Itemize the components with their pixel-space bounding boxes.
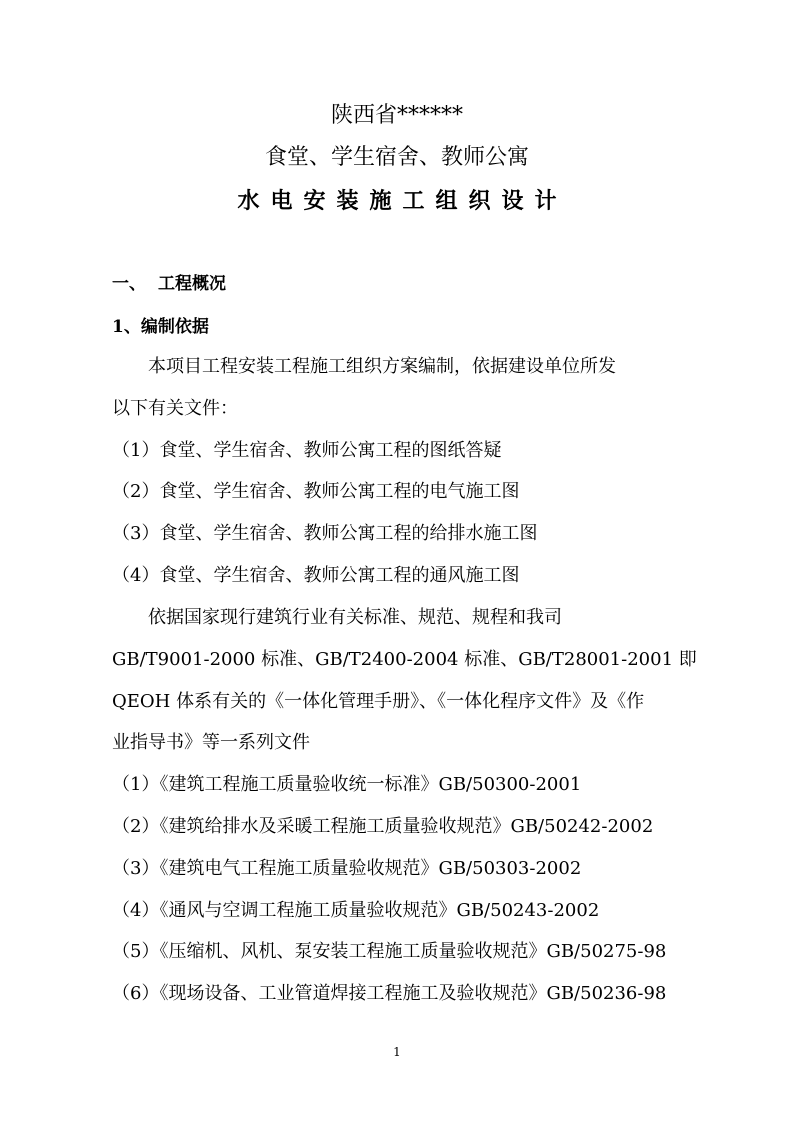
document-list-item: （1）食堂、学生宿舍、教师公寓工程的图纸答疑 bbox=[112, 440, 502, 461]
document-list-item: （3）食堂、学生宿舍、教师公寓工程的给排水施工图 bbox=[112, 523, 538, 544]
section-title: 工程概况 bbox=[158, 274, 226, 294]
subsection-heading: 1、编制依据 bbox=[112, 317, 209, 337]
page-number: 1 bbox=[393, 1045, 401, 1059]
paragraph-line: QEOH 体系有关的《一体化管理手册》、《一体化程序文件》及《作 bbox=[112, 691, 645, 712]
standard-list-item: （4）《通风与空调工程施工质量验收规范》GB/50243-2002 bbox=[112, 900, 600, 921]
paragraph-line: 业指导书》等一系列文件 bbox=[112, 732, 310, 753]
paragraph-line: GB/T9001-2000 标准、GB/T2400-2004 标准、GB/T28001-2001 即 bbox=[112, 649, 697, 670]
standard-list-item: （6）《现场设备、工业管道焊接工程施工及验收规范》GB/50236-98 bbox=[112, 983, 667, 1004]
section-heading bbox=[112, 276, 226, 293]
document-list-item: （4）食堂、学生宿舍、教师公寓工程的通风施工图 bbox=[112, 565, 520, 586]
paragraph-line: 本项目工程安装工程施工组织方案编制，依据建设单位所发 bbox=[148, 356, 616, 377]
title-province: 陕西省****** bbox=[330, 103, 463, 128]
title-document: 水电安装施工组织设计 bbox=[237, 188, 568, 214]
paragraph-line: 以下有关文件： bbox=[112, 398, 238, 419]
standard-list-item: （3）《建筑电气工程施工质量验收规范》GB/50303-2002 bbox=[112, 858, 582, 879]
document-list-item: （2）食堂、学生宿舍、教师公寓工程的电气施工图 bbox=[112, 481, 520, 502]
standard-list-item: （1）《建筑工程施工质量验收统一标准》GB/50300-2001 bbox=[112, 774, 582, 795]
paragraph-line: 依据国家现行建筑行业有关标准、规范、规程和我司 bbox=[148, 607, 562, 628]
standard-list-item: （2）《建筑给排水及采暖工程施工质量验收规范》GB/50242-2002 bbox=[112, 816, 654, 837]
title-buildings: 食堂、学生宿舍、教师公寓 bbox=[264, 145, 529, 170]
standard-list-item: （5）《压缩机、风机、泵安装工程施工质量验收规范》GB/50275-98 bbox=[112, 941, 667, 962]
section-number: 一、 bbox=[112, 274, 146, 294]
